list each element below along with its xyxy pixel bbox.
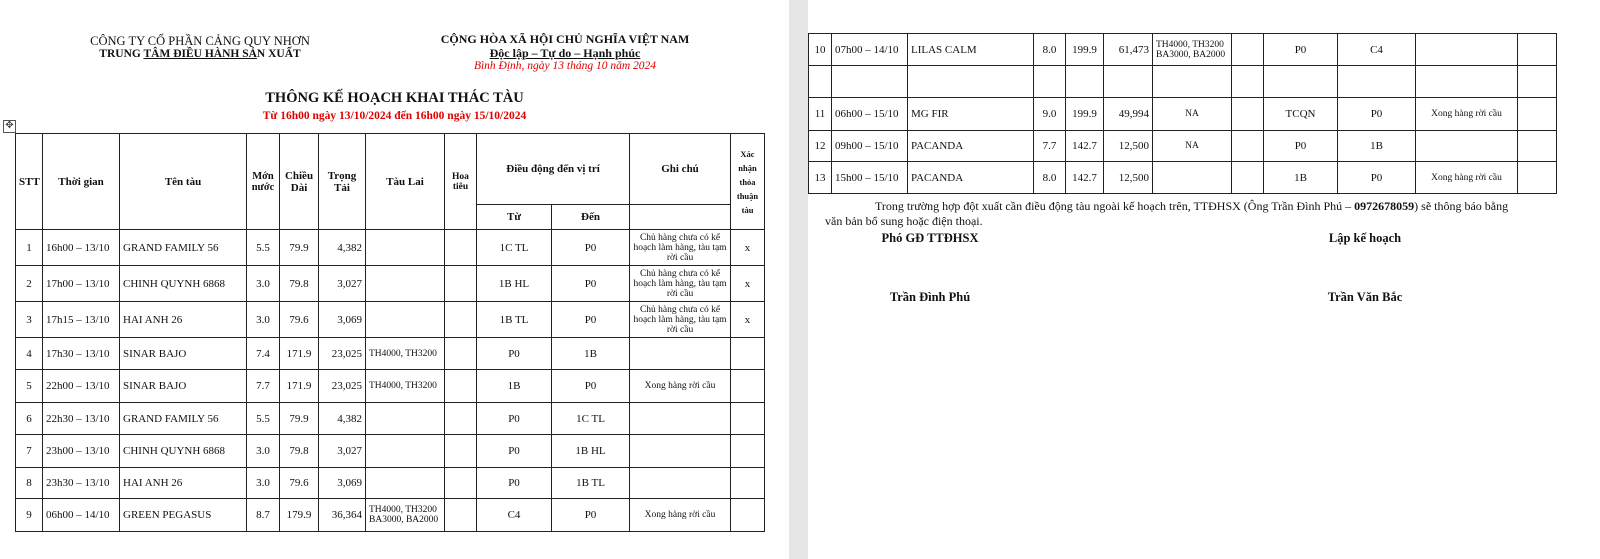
cell-stt: 11 (809, 98, 832, 131)
cell-from: P0 (477, 403, 552, 435)
cell-draft: 3.0 (247, 302, 280, 338)
cell-ship: GRAND FAMILY 56 (120, 403, 247, 435)
ship-plan-body-continued (809, 34, 1557, 194)
cell-from: 1C TL (477, 230, 552, 266)
cell-from: 1B (1264, 162, 1338, 194)
cell-time: 09h00 – 15/10 (832, 131, 908, 162)
cell-from: 1B TL (477, 302, 552, 338)
cell-tug: TH4000, TH3200 (366, 370, 445, 403)
cell-length: 171.9 (280, 338, 319, 370)
cell-tug (366, 468, 445, 499)
cell-note: Xong hàng rời cầu (630, 499, 731, 532)
cell-to: P0 (552, 266, 630, 302)
cell-ship: LILAS CALM (908, 34, 1034, 66)
cell-confirm (1518, 34, 1557, 66)
cell-confirm (731, 499, 765, 532)
table-row (809, 162, 1557, 194)
cell-tonnage: 3,027 (319, 435, 366, 468)
cell-confirm (731, 338, 765, 370)
cell-confirm (731, 468, 765, 499)
cell-draft: 3.0 (247, 435, 280, 468)
signature-name-right: Trần Văn Bắc (1327, 290, 1403, 304)
cell-from: P0 (1264, 131, 1338, 162)
signature-role-left: Phó GĐ TTĐHSX (881, 231, 979, 245)
cell-note: Xong hàng rời cầu (1416, 98, 1518, 131)
cell-from: P0 (1264, 34, 1338, 66)
cell-tug: NA (1153, 131, 1232, 162)
cell-tug (1153, 162, 1232, 194)
cell-tonnage: 4,382 (319, 230, 366, 266)
header-pilot: Hoa tiêu (445, 134, 477, 230)
cell-ship: SINAR BAJO (120, 338, 247, 370)
cell-tonnage: 3,069 (319, 468, 366, 499)
header-stt: STT (16, 134, 43, 230)
cell-tonnage: 49,994 (1104, 98, 1153, 131)
cell-to: P0 (552, 302, 630, 338)
cell-confirm (731, 403, 765, 435)
cell-time: 06h00 – 14/10 (43, 499, 120, 532)
cell-stt: 1 (16, 230, 43, 266)
table-row (809, 34, 1557, 66)
table-row (16, 266, 765, 302)
cell-draft: 8.0 (1034, 162, 1066, 194)
cell-stt: 3 (16, 302, 43, 338)
cell-length: 79.6 (280, 468, 319, 499)
cell-tug: NA (1153, 98, 1232, 131)
cell-ship: HAI ANH 26 (120, 302, 247, 338)
header-to: Đến (552, 205, 630, 230)
cell-ship: MG FIR (908, 98, 1034, 131)
cell-stt: 13 (809, 162, 832, 194)
cell-time (832, 66, 908, 98)
cell-length: 199.9 (1066, 34, 1104, 66)
cell-note (1416, 66, 1518, 98)
cell-tonnage: 36,364 (319, 499, 366, 532)
cell-stt: 2 (16, 266, 43, 302)
cell-to: P0 (1338, 162, 1416, 194)
cell-to: 1C TL (552, 403, 630, 435)
cell-note: Chủ hàng chưa có kế hoạch làm hàng, tàu tạm rời cầu (630, 302, 731, 338)
cell-from (1264, 66, 1338, 98)
signature-name-left: Trần Đình Phú (889, 290, 971, 304)
cell-ship: GREEN PEGASUS (120, 499, 247, 532)
cell-draft (1034, 66, 1066, 98)
cell-tonnage: 4,382 (319, 403, 366, 435)
cell-to: P0 (552, 230, 630, 266)
cell-confirm (1518, 162, 1557, 194)
cell-confirm (731, 435, 765, 468)
cell-length: 79.9 (280, 403, 319, 435)
cell-time: 17h30 – 13/10 (43, 338, 120, 370)
cell-note: Xong hàng rời cầu (630, 370, 731, 403)
cell-note (630, 403, 731, 435)
cell-confirm: x (731, 230, 765, 266)
cell-ship (908, 66, 1034, 98)
cell-tug (1153, 66, 1232, 98)
cell-pilot (1232, 34, 1264, 66)
cell-tug (366, 302, 445, 338)
cell-pilot (1232, 98, 1264, 131)
cell-confirm: x (731, 266, 765, 302)
cell-to: 1B (552, 338, 630, 370)
cell-note (1416, 131, 1518, 162)
cell-draft: 8.0 (1034, 34, 1066, 66)
cell-stt: 9 (16, 499, 43, 532)
cell-time: 22h30 – 13/10 (43, 403, 120, 435)
header-note: Ghi chú (630, 134, 731, 205)
cell-tug (366, 435, 445, 468)
cell-from: P0 (477, 468, 552, 499)
cell-to: 1B TL (552, 468, 630, 499)
cell-pilot (445, 403, 477, 435)
cell-tonnage: 23,025 (319, 370, 366, 403)
cell-from: C4 (477, 499, 552, 532)
cell-stt: 8 (16, 468, 43, 499)
cell-draft: 5.5 (247, 403, 280, 435)
cell-tonnage (1104, 66, 1153, 98)
cell-time: 15h00 – 15/10 (832, 162, 908, 194)
cell-length: 142.7 (1066, 162, 1104, 194)
cell-draft: 7.7 (1034, 131, 1066, 162)
header-ship: Tên tàu (120, 134, 247, 230)
cell-length: 79.8 (280, 435, 319, 468)
cell-confirm (1518, 66, 1557, 98)
cell-ship: PACANDA (908, 162, 1034, 194)
cell-length: 142.7 (1066, 131, 1104, 162)
cell-tonnage: 12,500 (1104, 162, 1153, 194)
table-row (809, 66, 1557, 98)
cell-ship: CHINH QUYNH 6868 (120, 435, 247, 468)
cell-to: 1B HL (552, 435, 630, 468)
contact-phone: 0972678059 (1354, 199, 1415, 213)
cell-tonnage: 3,027 (319, 266, 366, 302)
header-tug: Tàu Lai (366, 134, 445, 230)
cell-ship: SINAR BAJO (120, 370, 247, 403)
cell-tug (366, 266, 445, 302)
cell-pilot (1232, 66, 1264, 98)
contact-note-before: Trong trường hợp đột xuất cần điều động tàu ngoài kế hoạch trên, TTĐHSX (Ông Trần Đình Phú – (875, 199, 1355, 213)
cell-pilot (1232, 131, 1264, 162)
header-move: Điều động đến vị trí (477, 134, 630, 205)
cell-stt (809, 66, 832, 98)
cell-time: 23h30 – 13/10 (43, 468, 120, 499)
table-row (16, 230, 765, 266)
cell-pilot (445, 302, 477, 338)
header-time: Thời gian (43, 134, 120, 230)
cell-pilot (445, 499, 477, 532)
cell-tonnage: 12,500 (1104, 131, 1153, 162)
cell-time: 06h00 – 15/10 (832, 98, 908, 131)
cell-draft: 3.0 (247, 468, 280, 499)
cell-ship: GRAND FAMILY 56 (120, 230, 247, 266)
document-title: THÔNG KẾ HOẠCH KHAI THÁC TÀU (265, 90, 524, 106)
cell-to: P0 (552, 499, 630, 532)
department-prefix: TRUNG (99, 48, 144, 60)
header-length: Chiều Dài (280, 134, 319, 230)
cell-pilot (445, 468, 477, 499)
cell-note: Xong hàng rời cầu (1416, 162, 1518, 194)
cell-pilot (1232, 162, 1264, 194)
cell-stt: 6 (16, 403, 43, 435)
company-name: CÔNG TY CỔ PHẦN CẢNG QUY NHƠN (90, 34, 310, 48)
table-row (16, 338, 765, 370)
cell-tonnage: 3,069 (319, 302, 366, 338)
cell-draft: 8.7 (247, 499, 280, 532)
cell-pilot (445, 266, 477, 302)
cell-note (630, 435, 731, 468)
cell-draft: 7.7 (247, 370, 280, 403)
cell-time: 17h00 – 13/10 (43, 266, 120, 302)
document-date: Bình Định, ngày 13 tháng 10 năm 2024 (473, 60, 657, 72)
cell-tonnage: 61,473 (1104, 34, 1153, 66)
cell-stt: 12 (809, 131, 832, 162)
cell-to: 1B (1338, 131, 1416, 162)
header-draft: Mớn nước (247, 134, 280, 230)
cell-tug: TH4000, TH3200 BA3000, BA2000 (366, 499, 445, 532)
cell-pilot (445, 338, 477, 370)
cell-confirm (1518, 98, 1557, 131)
cell-from: TCQN (1264, 98, 1338, 131)
cell-from: 1B (477, 370, 552, 403)
motto: Độc lập – Tự do – Hạnh phúc (489, 46, 641, 60)
cell-time: 23h00 – 13/10 (43, 435, 120, 468)
table-row (16, 468, 765, 499)
cell-pilot (445, 230, 477, 266)
table-row (16, 302, 765, 338)
table-row (16, 403, 765, 435)
document-period: Từ 16h00 ngày 13/10/2024 đến 16h00 ngày 15/10/2024 (262, 110, 527, 122)
cell-note: Chủ hàng chưa có kế hoạch làm hàng, tàu tạm rời cầu (630, 230, 731, 266)
cell-tug: TH4000, TH3200 BA3000, BA2000 (1153, 34, 1232, 66)
table-move-icon[interactable]: ✥ (3, 120, 16, 133)
cell-length (1066, 66, 1104, 98)
table-row (16, 499, 765, 532)
cell-confirm (1518, 131, 1557, 162)
cell-ship: PACANDA (908, 131, 1034, 162)
department-underlined: TÂM ĐIỀU HÀNH SẢ (143, 48, 257, 60)
cell-confirm: x (731, 302, 765, 338)
cell-from: P0 (477, 435, 552, 468)
cell-ship: CHINH QUYNH 6868 (120, 266, 247, 302)
cell-stt: 10 (809, 34, 832, 66)
cell-length: 179.9 (280, 499, 319, 532)
header-note-blank (630, 205, 731, 230)
cell-from: P0 (477, 338, 552, 370)
header-confirm: Xác nhận thỏa thuận tàu (731, 134, 765, 230)
cell-draft: 5.5 (247, 230, 280, 266)
cell-to: C4 (1338, 34, 1416, 66)
cell-ship: HAI ANH 26 (120, 468, 247, 499)
cell-note (630, 468, 731, 499)
cell-confirm (731, 370, 765, 403)
department-name (70, 48, 330, 60)
cell-note (1416, 34, 1518, 66)
cell-length: 79.8 (280, 266, 319, 302)
cell-stt: 4 (16, 338, 43, 370)
signature-role-right: Lập kế hoạch (1328, 231, 1402, 245)
cell-from: 1B HL (477, 266, 552, 302)
cell-length: 79.9 (280, 230, 319, 266)
cell-time: 22h00 – 13/10 (43, 370, 120, 403)
cell-stt: 7 (16, 435, 43, 468)
contact-note (825, 199, 1525, 229)
cell-note: Chủ hàng chưa có kế hoạch làm hàng, tàu tạm rời cầu (630, 266, 731, 302)
cell-to: P0 (1338, 98, 1416, 131)
cell-note (630, 338, 731, 370)
cell-pilot (445, 435, 477, 468)
contact-note-after: ) sẽ thông báo bằng văn bản bổ sung hoặc điện thoại. (825, 199, 1509, 228)
cell-to (1338, 66, 1416, 98)
cell-stt: 5 (16, 370, 43, 403)
cell-pilot (445, 370, 477, 403)
header-tonnage: Trọng Tải (319, 134, 366, 230)
table-row (809, 98, 1557, 131)
header-from: Từ (477, 205, 552, 230)
nation-heading: CỘNG HÒA XÃ HỘI CHỦ NGHĨA VIỆT NAM (440, 32, 690, 46)
table-row (809, 131, 1557, 162)
cell-time: 17h15 – 13/10 (43, 302, 120, 338)
cell-draft: 9.0 (1034, 98, 1066, 131)
cell-length: 171.9 (280, 370, 319, 403)
table-row (16, 370, 765, 403)
cell-draft: 3.0 (247, 266, 280, 302)
department-suffix: N XUẤT (256, 48, 301, 60)
cell-tug (366, 403, 445, 435)
cell-tonnage: 23,025 (319, 338, 366, 370)
cell-to: P0 (552, 370, 630, 403)
cell-draft: 7.4 (247, 338, 280, 370)
cell-tug (366, 230, 445, 266)
cell-length: 79.6 (280, 302, 319, 338)
cell-time: 07h00 – 14/10 (832, 34, 908, 66)
ship-plan-table (15, 133, 765, 532)
cell-length: 199.9 (1066, 98, 1104, 131)
ship-plan-body (16, 230, 765, 532)
cell-time: 16h00 – 13/10 (43, 230, 120, 266)
table-row (16, 435, 765, 468)
cell-tug: TH4000, TH3200 (366, 338, 445, 370)
ship-plan-table-continued (808, 33, 1557, 194)
document-page-1 (0, 0, 789, 559)
